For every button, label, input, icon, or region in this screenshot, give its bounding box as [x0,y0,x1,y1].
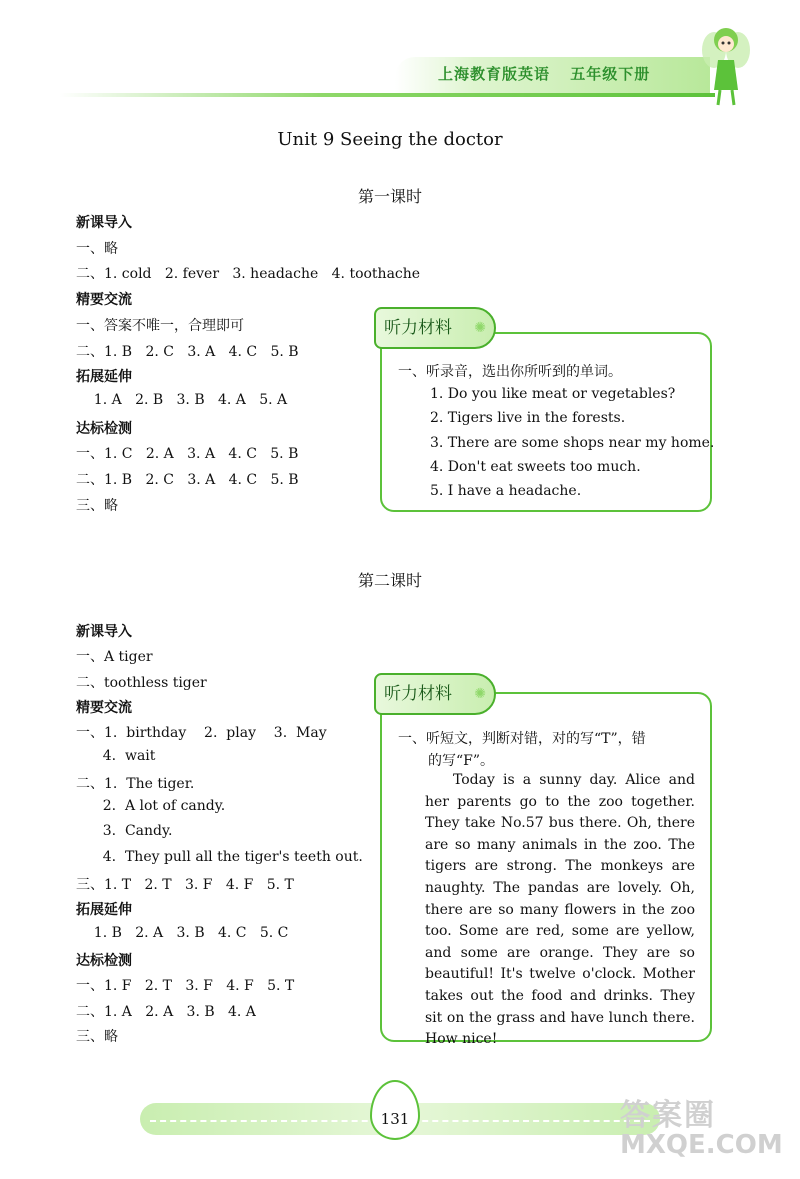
answer-line: 二、1. B 2. C 3. A 4. C 5. B [76,343,299,360]
listening-item: 2. Tigers live in the forests. [430,410,626,427]
book-name: 上海教育版英语 [438,65,551,83]
lesson2-instruction-2: 的写“F”。 [428,753,495,769]
answer-line: 二、1. B 2. C 3. A 4. C 5. B [76,472,299,488]
lesson2-heading: 第二课时 [357,571,422,590]
answer-line: 3. Candy. [76,823,173,840]
watermark-line2: MXQE.COM [620,1130,783,1160]
lesson1-instruction: 一、听录音，选出你所听到的单词。 [398,364,622,380]
header-rule [60,93,715,97]
listening-passage: Today is a sunny day. Alice and her parents go to the zoo together. They take No.57 bus there. Oh, there are so many animals in the zoo. The tigers are strong. The monkeys are naughty. The pandas are lovely. Oh, there are so many flowers in the zoo too. Some are red, some are yellow, and some are orange. They are so beautiful! It's twelve o'clock. Mother takes out the food and drinks. They sit on the grass and have lunch there. How nice! [425,772,695,1048]
answer-line: 二、toothless tiger [76,674,207,691]
answer-line: 一、A tiger [76,649,153,666]
sparkle-icon: ✺ [474,686,486,702]
answer-line: 4. They pull all the tiger's teeth out. [76,848,363,865]
answer-line: 1. B 2. A 3. B 4. C 5. C [76,924,289,941]
grade-name: 五年级下册 [570,65,651,83]
listening-item: 1. Do you like meat or vegetables? [430,386,676,402]
answer-line: 一、略 [76,240,118,257]
answer-line: 二、1. A 2. A 3. B 4. A [76,1003,256,1020]
tag-label: 听力材料 [384,318,452,338]
answer-line: 二、1. The tiger. [76,775,195,792]
answer-line: 三、略 [76,497,118,514]
page-title: Unit 9 Seeing the doctor [277,129,503,150]
fairy-mascot-icon [700,20,750,110]
answer-line: 1. A 2. B 3. B 4. A 5. A [76,391,288,408]
lesson1-heading: 第一课时 [357,187,422,206]
watermark-line1: 答案圈 [620,1098,716,1133]
section-heading: 拓展延伸 [76,369,132,386]
answer-line: 一、1. F 2. T 3. F 4. F 5. T [76,978,295,995]
listening-item: 3. There are some shops near my home. [430,434,715,451]
section-heading: 达标检测 [76,420,132,437]
listening-item: 4. Don't eat sweets too much. [430,458,641,475]
lesson2-instruction-1: 一、听短文，判断对错，对的写“T”，错 [398,731,646,747]
watermark [620,1090,783,1160]
header-text [438,63,664,84]
section-heading: 拓展延伸 [76,902,132,919]
answer-line: 2. A lot of candy. [76,798,226,815]
answer-line: 三、1. T 2. T 3. F 4. F 5. T [76,877,294,893]
answer-line: 一、答案不唯一，合理即可 [76,317,244,334]
answer-line: 一、1. birthday 2. play 3. May [76,725,327,742]
answer-line: 三、略 [76,1028,118,1045]
section-heading: 精要交流 [76,699,132,716]
tag-label: 听力材料 [384,684,452,704]
lesson2-listening-tag [374,673,496,715]
answer-line: 4. wait [76,747,156,764]
section-heading: 新课导入 [76,624,132,640]
answer-line: 二、1. cold 2. fever 3. headache 4. toothache [76,266,421,283]
section-heading: 达标检测 [76,952,132,969]
sparkle-icon: ✺ [474,320,486,336]
page-number: 131 [380,1110,410,1128]
section-heading: 新课导入 [76,215,132,231]
listening-item: 5. I have a headache. [430,483,582,500]
answer-line: 一、1. C 2. A 3. A 4. C 5. B [76,446,299,463]
lesson1-listening-tag [374,307,496,349]
section-heading: 精要交流 [76,292,132,309]
